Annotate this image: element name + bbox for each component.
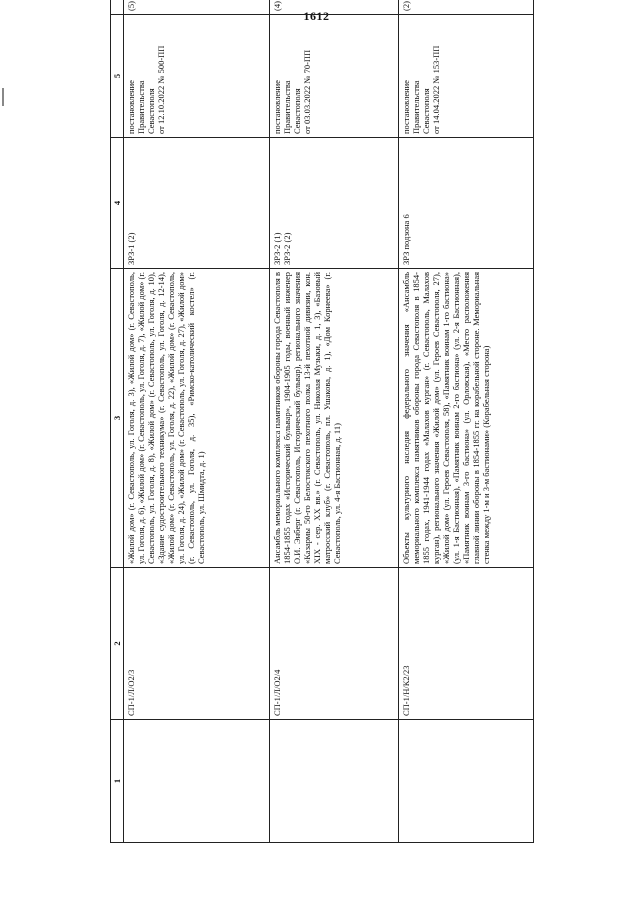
document-line: Севастополя [145, 88, 156, 134]
row-col1-cell [269, 720, 398, 843]
document-line: Правительства [410, 80, 421, 134]
table-row [398, 0, 533, 843]
document-cell [123, 15, 269, 138]
column-number-row [111, 0, 124, 843]
object-code-cell: СП-1/Н/К2/23 [398, 568, 533, 720]
reference-cell: (5) [123, 0, 269, 15]
column-number: 5 [111, 15, 124, 138]
column-number [111, 0, 124, 15]
zone-cell [398, 138, 533, 269]
document-line: постановление [271, 80, 282, 134]
zone-entry: ЗРЗ-2 (1) [271, 232, 282, 265]
column-number: 1 [111, 720, 124, 843]
document-line: постановление [125, 80, 136, 134]
reference-cell: (4) [269, 0, 398, 15]
document-line: от 03.03.2022 № 70-ПП [301, 49, 312, 134]
reference-cell: (2) [398, 0, 533, 15]
document-cell [398, 15, 533, 138]
column-number: 4 [111, 138, 124, 269]
object-description-cell: Объекты культурного наследия федерального значения «Ансамбль мемориального комплекса памятников обороны города Севастополя в 1854-1855 годах, 1941-1944 годах «Малахов курган» (г. Севастополь, Малахов курган), регионального значения «Жилой дом» (ул. Героев Севастополя, 27), «Жилой дом» (ул. Героев Севастополя, 58), «Памятник воинам 1-го бастиона» (ул. 1-я Бастионная), «Памятник воинам 2-го бастиона» (ул. 2-я Бастионная), «Памятник воинам 3-го бастиона» (ул. Орловская), «Место расположения главной линии обороны в 1854-1855 гг. на корабельной стороне. Мемориальная стенка между 1-м и 3-м бастионами» (Корабельная сторона) [398, 269, 533, 568]
document-line: постановление [400, 80, 411, 134]
document-line: Правительства [281, 80, 292, 134]
scan-margin-mark [2, 88, 4, 106]
zone-entry: ЗРЗ-1 (2) [125, 232, 136, 265]
zone-cell [123, 138, 269, 269]
column-number: 3 [111, 269, 124, 568]
row-col1-cell [398, 720, 533, 843]
zone-cell [269, 138, 398, 269]
table-row [123, 0, 269, 843]
document-line: Севастополя [291, 88, 302, 134]
document-line: от 14.04.2022 № 153-ПП [430, 45, 441, 134]
document-line: Правительства [135, 80, 146, 134]
zone-entry: ЗРЗ-2 (2) [281, 232, 292, 265]
document-line: от 12.10.2022 № 500-ПП [155, 45, 166, 134]
page-number: 1612 [303, 9, 330, 23]
object-description-cell: «Жилой дом» (г. Севастополь, ул. Гоголя, д. 3), «Жилой дом» (г. Севастополь, ул. Гоголя, д. 6), «Жилой дом» (г. Севастополь, ул. Гоголя, д. 7), «Жилой дом» (г. Севастополь, ул. Гоголя, д. 8), «Жилой дом» (г. Севастополь, ул. Гоголя, д. 10), «Здание судостроительного техникума» (г. Севастополь, ул. Гоголя, д. 12-14), «Жилой дом» (г. Севастополь, ул. Гоголя, д. 22), «Жилой дом» (г. Севастополь, ул. Гоголя, д. 24), «Жилой дом» (г. Севастополь, ул. Гоголя, д. 27), «Жилой дом» (г. Севастополь, ул. Гоголя, д. 35), «Римско-католический костел» (г. Севастополь, ул. Шмидта, д. 1) [123, 269, 269, 568]
object-code-cell: СП-1/Л/О2/4 [269, 568, 398, 720]
zone-entry: ЗРЗ подзона 6 [400, 214, 411, 265]
row-col1-cell [123, 720, 269, 843]
column-number: 2 [111, 568, 124, 720]
object-code-cell: СП-1/Л/О2/3 [123, 568, 269, 720]
document-cell [269, 15, 398, 138]
document-line: Севастополя [420, 88, 431, 134]
object-description-cell: Ансамбль мемориального комплекса памятников обороны города Севастополя в 1854-1855 годах «Исторический бульвар», 1904-1905 годы, военный инженер О.И. Энберг (г. Севастополь, Исторический бульвар), регионального значения «Казармы 50-го Белостокского пехотного полка 13-й пехотной дивизии, кон. XIX - сер. XX вв.» (г. Севастополь, ул. Николая Музыки, д. 1, 3), «Базовый матросский клуб» (г. Севастополь, пл. Ушакова, д. 1), «Дом Корнеева» (г. Севастополь, ул. 4-я Бастионная, д. 11) [269, 269, 398, 568]
table-row [269, 0, 398, 843]
data-table [110, 0, 534, 843]
